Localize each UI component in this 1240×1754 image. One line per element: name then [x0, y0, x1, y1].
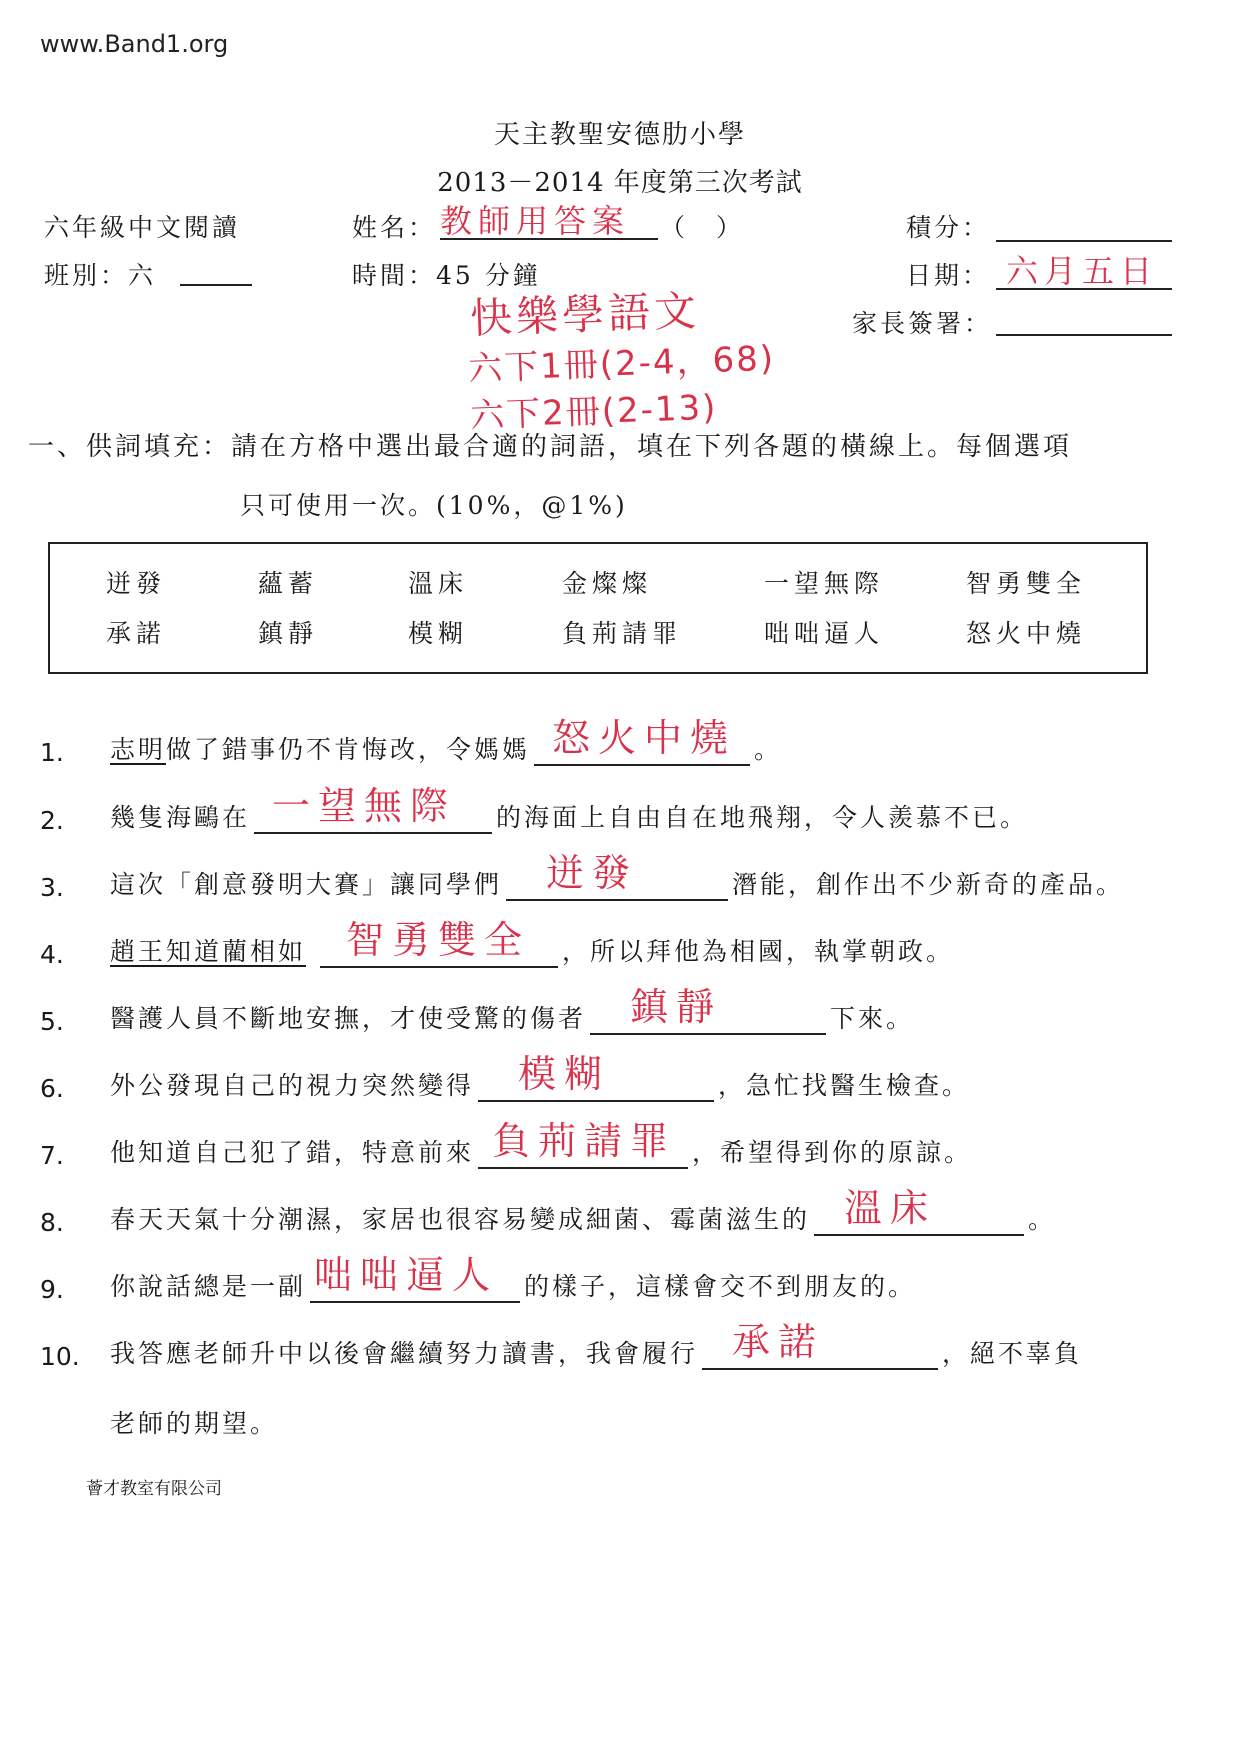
- question-text: 他知道自己犯了錯，特意前來: [110, 1138, 475, 1167]
- question-text: 這次「創意發明大賽」讓同學們: [110, 870, 503, 899]
- word-bank-item: 鎮靜: [258, 619, 319, 648]
- question-number: 7.: [40, 1141, 64, 1170]
- question-number: 9.: [40, 1275, 64, 1304]
- question-number: 2.: [40, 806, 64, 835]
- red-note-3: 六下2冊(2-13): [469, 387, 719, 437]
- time-label: 時間：45 分鐘: [352, 261, 541, 290]
- question-text: 。: [754, 735, 783, 764]
- word-bank-item: 迸發: [106, 569, 167, 598]
- score-blank[interactable]: [996, 240, 1172, 242]
- question-text: 幾隻海鷗在: [110, 803, 251, 832]
- word-bank-item: 金燦燦: [562, 569, 653, 598]
- answer-text: 迸發: [546, 851, 639, 895]
- site-url: www.Band1.org: [40, 30, 229, 58]
- question-name-underlined: 趙王知道藺相如: [110, 937, 307, 966]
- answer-text: 智勇雙全: [346, 918, 531, 962]
- section-title: 一、供詞填充：請在方格中選出最合適的詞語，填在下列各題的橫線上。每個選項: [28, 432, 1073, 462]
- red-note-1: 快樂學語文: [469, 285, 701, 343]
- question-8: [110, 1186, 1057, 1236]
- question-4: [110, 918, 955, 968]
- question-number: 3.: [40, 873, 64, 902]
- exam-title: 2013－2014 年度第三次考試: [437, 168, 803, 198]
- answer-blank[interactable]: [310, 1253, 520, 1303]
- answer-blank[interactable]: [320, 918, 558, 968]
- answer-blank[interactable]: [814, 1186, 1024, 1236]
- question-10-continued: [110, 1404, 278, 1440]
- question-text: ，絕不辜負: [942, 1339, 1083, 1368]
- school-name: 天主教聖安德肋小學: [493, 120, 746, 150]
- question-number: 1.: [40, 738, 64, 767]
- question-number: 10.: [40, 1342, 80, 1371]
- question-number: 6.: [40, 1074, 64, 1103]
- question-2: [110, 784, 1029, 834]
- name-label: 姓名：: [352, 213, 437, 242]
- word-bank-item: 承諾: [106, 619, 167, 648]
- question-text: 做了錯事仍不肯悔改，令媽媽: [166, 735, 531, 764]
- question-number: 8.: [40, 1208, 64, 1237]
- word-bank-item: 模糊: [408, 619, 469, 648]
- question-3: [110, 851, 1125, 901]
- question-text: ，所以拜他為相國，執掌朝政。: [562, 937, 955, 966]
- question-text: 春天天氣十分潮濕，家居也很容易變成細菌、霉菌滋生的: [110, 1205, 811, 1234]
- word-bank-item: 咄咄逼人: [764, 619, 885, 648]
- question-text: 外公發現自己的視力突然變得: [110, 1071, 475, 1100]
- word-bank-item: 蘊蓄: [258, 569, 319, 598]
- answer-text: 咄咄逼人: [314, 1253, 499, 1297]
- date-answer: 六月五日: [1006, 252, 1159, 290]
- class-label: 班別：六: [44, 261, 157, 290]
- question-text: 的樣子，這樣會交不到朋友的。: [524, 1272, 917, 1301]
- word-bank: [48, 542, 1148, 674]
- question-text: 下來。: [830, 1004, 915, 1033]
- score-label: 積分：: [906, 213, 991, 242]
- question-6: [110, 1052, 971, 1102]
- grade-subject: 六年級中文閱讀: [44, 213, 241, 242]
- answer-blank[interactable]: [506, 851, 728, 901]
- parent-signature-label: 家長簽署：: [852, 309, 993, 338]
- question-name-underlined: 志明: [110, 735, 167, 764]
- question-text: 。: [1028, 1205, 1057, 1234]
- red-note-2: 六下1冊(2-4，68): [467, 338, 776, 390]
- word-bank-item: 溫床: [408, 569, 469, 598]
- question-text: ，急忙找醫生檢查。: [718, 1071, 971, 1100]
- answer-text: 一望無際: [272, 784, 457, 828]
- section-subtitle: 只可使用一次。(10%，@1%): [240, 491, 628, 520]
- parent-signature-blank[interactable]: [996, 334, 1172, 336]
- date-label: 日期：: [906, 261, 991, 290]
- answer-blank[interactable]: [478, 1119, 688, 1169]
- answer-blank[interactable]: [590, 985, 826, 1035]
- question-text: ，希望得到你的原諒。: [692, 1138, 973, 1167]
- question-9: [110, 1253, 917, 1303]
- name-paren: （ ）: [660, 213, 745, 242]
- answer-blank[interactable]: [478, 1052, 714, 1102]
- question-text: 潛能，創作出不少新奇的產品。: [732, 870, 1125, 899]
- question-7: [110, 1119, 973, 1169]
- answer-text: 負荊請罪: [492, 1119, 677, 1163]
- class-blank[interactable]: [180, 284, 252, 286]
- answer-blank[interactable]: [254, 784, 492, 834]
- answer-text: 承諾: [732, 1320, 825, 1364]
- question-text: 我答應老師升中以後會繼續努力讀書，我會履行: [110, 1339, 699, 1368]
- answer-text: 怒火中燒: [552, 716, 737, 760]
- word-bank-item: 怒火中燒: [966, 619, 1087, 648]
- word-bank-item: 負荊請罪: [562, 619, 683, 648]
- question-text: 你說話總是一副: [110, 1272, 307, 1301]
- answer-text: 鎮靜: [630, 985, 723, 1029]
- question-text: 老師的期望。: [110, 1409, 279, 1438]
- answer-text: 模糊: [518, 1052, 611, 1096]
- question-10: [110, 1320, 1083, 1370]
- word-bank-item: 智勇雙全: [966, 569, 1087, 598]
- question-number: 4.: [40, 940, 64, 969]
- answer-blank[interactable]: [534, 716, 750, 766]
- question-number: 5.: [40, 1007, 64, 1036]
- question-text: 醫護人員不斷地安撫，才使受驚的傷者: [110, 1004, 587, 1033]
- question-1: [110, 716, 783, 766]
- question-text: 的海面上自由自在地飛翔，令人羨慕不已。: [496, 803, 1029, 832]
- name-answer: 教師用答案: [440, 202, 631, 240]
- answer-blank[interactable]: [702, 1320, 938, 1370]
- word-bank-item: 一望無際: [764, 569, 885, 598]
- answer-text: 溫床: [844, 1186, 937, 1230]
- question-5: [110, 985, 915, 1035]
- publisher-footer: 薈才教室有限公司: [86, 1479, 222, 1499]
